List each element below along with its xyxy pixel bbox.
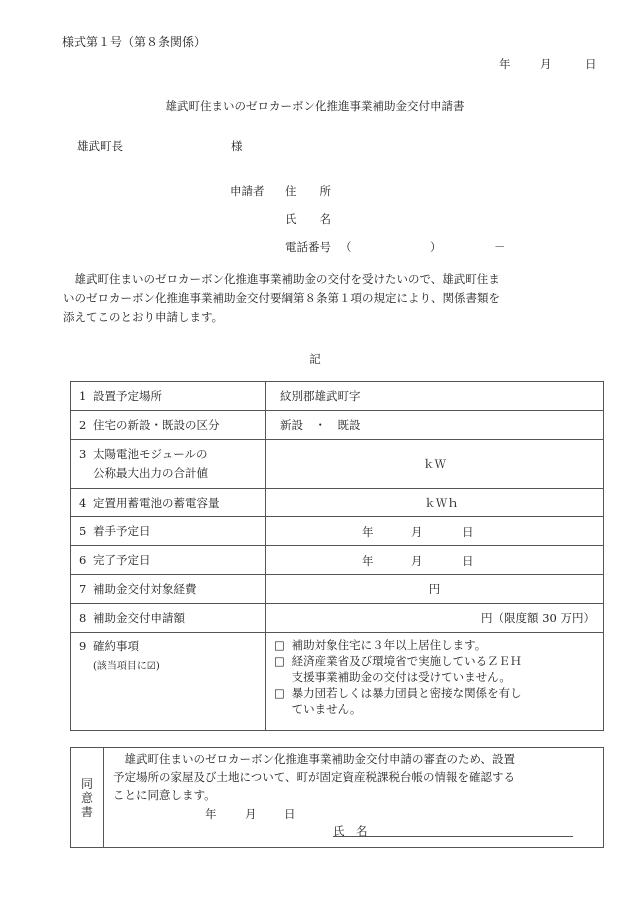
consent-month-label: 月 (245, 807, 257, 821)
application-table (70, 381, 604, 731)
house-type-field[interactable]: 新設 ・ 既設 (266, 411, 604, 440)
consent-day-label: 日 (284, 807, 296, 821)
phone-label: 電話番号 (285, 240, 331, 254)
row-label-text: 着手予定日 (93, 524, 151, 538)
row-label-text: 太陽電池モジュールの (93, 447, 208, 461)
row-label (71, 382, 266, 411)
table-row (71, 517, 604, 546)
row-number: 8 (79, 611, 87, 625)
row-label (71, 604, 266, 633)
table-row (71, 440, 604, 489)
consent-line: 雄武町住まいのゼロカーボン化推進事業補助金交付申請の審査のため、設置 (113, 752, 516, 766)
row-label-text: 設置予定場所 (93, 389, 162, 403)
signature-line[interactable] (333, 836, 573, 837)
row-number: 7 (79, 582, 87, 596)
row-label-text: 定置用蓄電池の蓄電容量 (93, 495, 220, 510)
applicant-label: 申請者 (230, 184, 265, 198)
consent-side-char: 意 (80, 790, 93, 805)
row-number: 5 (79, 524, 87, 538)
name-label: 氏 名 (285, 212, 331, 226)
row-label-text: 完了予定日 (93, 553, 151, 567)
pledge-list (266, 633, 604, 731)
consent-side-char: 同 (80, 776, 93, 791)
checkbox-icon[interactable]: □ (274, 654, 285, 668)
row-label-text: 公称最大出力の合計値 (93, 466, 208, 480)
addressee-honorific: 様 (231, 139, 243, 153)
end-date-field[interactable] (266, 546, 604, 575)
statement-line: 雄武町住まいのゼロカーボン化推進事業補助金の交付を受けたいので、雄武町住ま (63, 272, 500, 286)
statement-line: いのゼロカーボン化推進事業補助金交付要綱第８条第１項の規定により、関係書類を (63, 291, 500, 305)
consent-side-label (71, 748, 104, 847)
row-number: 2 (79, 418, 87, 432)
date-year-label: 年 (499, 57, 511, 71)
phone-dash: － (494, 240, 506, 254)
start-date-field[interactable] (266, 517, 604, 546)
pledge-text: 暴力団若しくは暴力団員と密接な関係を有し (291, 686, 522, 700)
table-row (71, 411, 604, 440)
row-label (71, 440, 266, 489)
pledge-item[interactable] (274, 653, 595, 685)
phone-close-paren: ） (430, 240, 442, 254)
phone-open-paren: （ (340, 240, 352, 254)
row-label (71, 575, 266, 604)
consent-box (70, 747, 604, 848)
table-row (71, 633, 604, 731)
row-number: 6 (79, 553, 87, 567)
pledge-text: 経済産業省及び環境省で実施しているＺＥＨ (291, 654, 522, 668)
date-day-label: 日 (585, 57, 597, 71)
date-month-label: 月 (540, 57, 552, 71)
consent-line: ことに同意します。 (113, 788, 216, 802)
consent-line: 予定場所の家屋及び土地について、町が固定資産税課税台帳の情報を確認する (113, 770, 516, 784)
form-number: 様式第１号（第８条関係） (62, 35, 207, 49)
row-label (71, 489, 266, 517)
day-label: 日 (462, 554, 474, 568)
consent-year-label: 年 (205, 807, 217, 821)
consent-text (113, 750, 599, 804)
year-label: 年 (362, 554, 374, 568)
consent-side-char: 書 (80, 804, 93, 819)
month-label: 月 (411, 554, 423, 568)
table-row (71, 489, 604, 517)
row-label-text: 住宅の新設・既設の区分 (93, 418, 220, 432)
pledge-note: (該当項目に☑) (93, 661, 160, 672)
row-label (71, 411, 266, 440)
row-label (71, 633, 266, 731)
page-title: 雄武町住まいのゼロカーボン化推進事業補助金交付申請書 (165, 99, 465, 113)
pledge-item[interactable] (274, 637, 595, 653)
month-label: 月 (411, 525, 423, 539)
consent-name-label: 氏 名 (333, 824, 368, 838)
eligible-cost-field[interactable]: 円 (266, 575, 604, 604)
solar-output-field[interactable]: ｋＷ (266, 440, 604, 489)
location-field[interactable]: 紋別郡雄武町字 (266, 382, 604, 411)
row-number: 9 (79, 639, 87, 653)
checkbox-icon[interactable]: □ (274, 686, 285, 700)
year-label: 年 (362, 525, 374, 539)
addressee-name: 雄武町長 (77, 139, 123, 153)
table-row (71, 575, 604, 604)
row-label (71, 517, 266, 546)
table-row (71, 382, 604, 411)
pledge-text: 補助対象住宅に３年以上居住します。 (291, 638, 487, 652)
row-number: 1 (79, 389, 87, 403)
checkbox-icon[interactable]: □ (274, 638, 285, 652)
row-number: 3 (79, 447, 87, 461)
row-label-text: 確約事項 (93, 639, 139, 653)
row-label-text: 補助金交付申請額 (93, 611, 185, 625)
battery-capacity-field[interactable]: ｋＷｈ (266, 489, 604, 517)
pledge-text: ていません。 (291, 702, 362, 716)
ki-heading: 記 (309, 352, 321, 366)
row-number: 4 (79, 495, 87, 510)
day-label: 日 (462, 525, 474, 539)
table-row (71, 604, 604, 633)
table-row (71, 546, 604, 575)
pledge-item[interactable] (274, 685, 595, 717)
address-label: 住 所 (285, 184, 331, 198)
pledge-text: 支援事業補助金の交付は受けていません。 (291, 670, 511, 684)
row-label (71, 546, 266, 575)
requested-amount-field[interactable]: 円（限度額 30 万円） (266, 604, 604, 633)
statement-line: 添えてこのとおり申請します。 (63, 310, 224, 324)
row-label-text: 補助金交付対象経費 (93, 582, 197, 596)
